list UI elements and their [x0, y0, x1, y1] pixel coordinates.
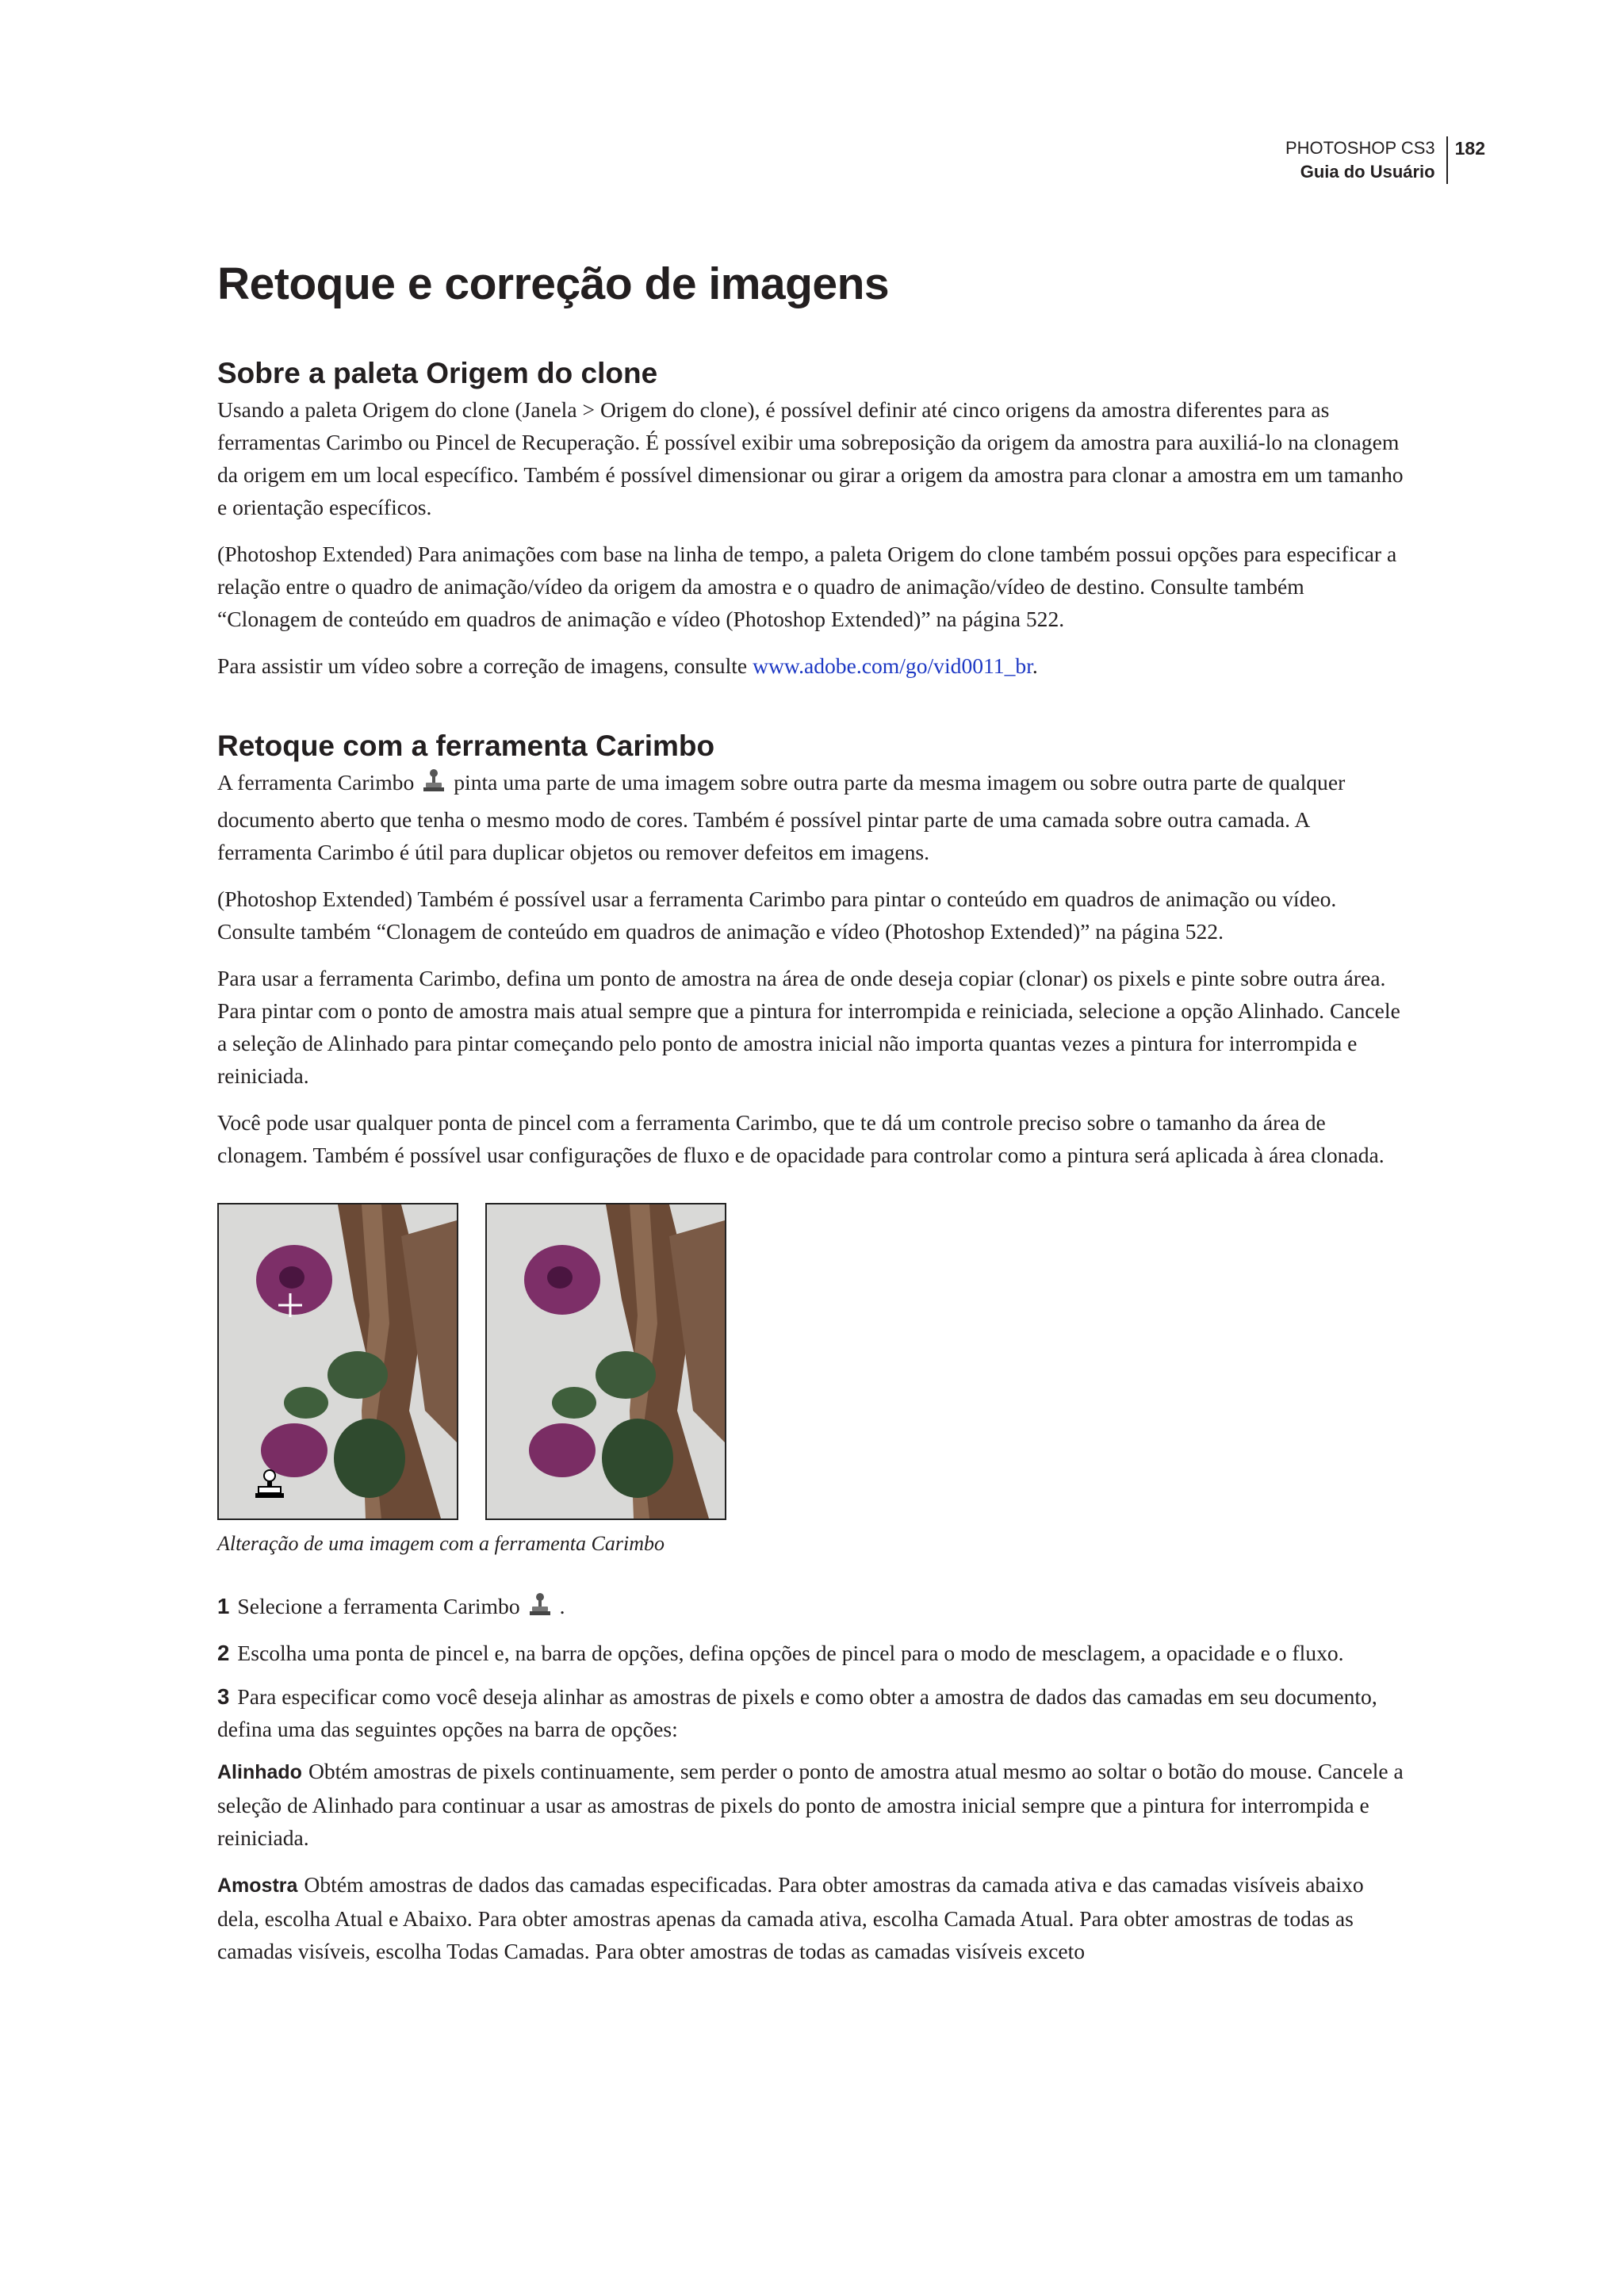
- paragraph: Para usar a ferramenta Carimbo, defina um ponto de amostra na área de onde deseja copiar (clonar) os pixels e pinte sobre outra área. Para pintar com o ponto de amostra mais atual sempre que a pintura for interrompida e reiniciada, selecione a opção Alinhado. Cancele a seleção de Alinhado para pintar começando pelo ponto de amostra inicial não importa quantas vezes a pintura for interrompida e reiniciada.: [217, 966, 1400, 1088]
- step-item: [217, 1637, 1407, 1669]
- option-text: Obtém amostras de pixels continuamente, sem perder o ponto de amostra atual mesmo ao soltar o botão do mouse. Cancele a seleção de Alinhado para continuar a usar as amostras de pixels do ponto de amostra inicial sempre que a pintura for interrompida e reiniciada.: [217, 1759, 1404, 1850]
- header-text: [1285, 136, 1448, 184]
- option-text: Obtém amostras de dados das camadas especificadas. Para obter amostras da camada ativa e das camadas visíveis abaixo dela, escolha Atual e Abaixo. Para obter amostras apenas da camada ativa, escolha Camada Atual. Para obter amostras de todas as camadas visíveis, escolha Todas Camadas. Para obter amostras de todas as camadas visíveis exceto: [217, 1872, 1364, 1963]
- header-guide: Guia do Usuário: [1300, 162, 1435, 182]
- page-content: [217, 252, 1407, 1967]
- step-text: .: [559, 1594, 565, 1618]
- paragraph: [217, 766, 1407, 868]
- video-link[interactable]: www.adobe.com/go/vid0011_br: [753, 653, 1032, 678]
- section-heading-clone-stamp: Retoque com a ferramenta Carimbo: [217, 730, 715, 762]
- running-header: [1285, 136, 1485, 184]
- option-term: Alinhado: [217, 1761, 302, 1783]
- step-text: Escolha uma ponta de pincel e, na barra de opções, defina opções de pincel para o modo de mesclagem, a opacidade e o fluxo.: [237, 1641, 1344, 1665]
- paragraph: Você pode usar qualquer ponta de pincel com a ferramenta Carimbo, que te dá um controle preciso sobre o tamanho da área de clonagem. Também é possível usar configurações de fluxo e de opacidade para controlar como a pintura será aplicada à área clonada.: [217, 1110, 1385, 1167]
- option-term: Amostra: [217, 1875, 298, 1897]
- step-text: Selecione a ferramenta Carimbo: [237, 1594, 520, 1618]
- step-number: 3: [217, 1684, 230, 1709]
- header-product: PHOTOSHOP CS3: [1285, 138, 1435, 158]
- figure-caption: Alteração de uma imagem com a ferramenta Carimbo: [217, 1532, 665, 1555]
- figure-clone-example: [217, 1203, 1407, 1520]
- paragraph-text: A ferramenta Carimbo: [217, 770, 415, 795]
- photo-after: [485, 1203, 726, 1520]
- paragraph: (Photoshop Extended) Para animações com base na linha de tempo, a paleta Origem do clone também possui opções para especificar a relação entre o quadro de animação/vídeo da origem da amostra e o quadro de animação/vídeo de destino. Consulte também “Clonagem de conteúdo em quadros de animação e vídeo (Photoshop Extended)” na página 522.: [217, 542, 1397, 631]
- step-text: Para especificar como você deseja alinhar as amostras de pixels e como obter a amostra de dados das camadas em seu documento, defina uma das seguintes opções na barra de opções:: [217, 1684, 1377, 1741]
- paragraph: (Photoshop Extended) Também é possível usar a ferramenta Carimbo para pintar o conteúdo em quadros de animação ou vídeo. Consulte também “Clonagem de conteúdo em quadros de animação e vídeo (Photoshop Extended)” na página 522.: [217, 887, 1337, 944]
- section-heading-clone-source: Sobre a paleta Origem do clone: [217, 357, 658, 389]
- clone-stamp-icon: [527, 1591, 553, 1627]
- step-item: [217, 1590, 1407, 1627]
- paragraph: Usando a paleta Origem do clone (Janela > Origem do clone), é possível definir até cinco origens da amostra diferentes para as ferramentas Carimbo ou Pincel de Recuperação. É possível exibir uma sobreposição da origem da amostra para auxiliá-lo na clonagem da origem em um local específico. Também é possível dimensionar ou girar a origem da amostra para clonar a amostra em um tamanho e orientação específicos.: [217, 397, 1404, 519]
- paragraph-text: .: [1032, 653, 1038, 678]
- option-item: [217, 1868, 1407, 1967]
- paragraph-text: Para assistir um vídeo sobre a correção de imagens, consulte: [217, 653, 753, 678]
- clone-stamp-icon: [420, 768, 447, 803]
- step-number: 1: [217, 1594, 230, 1618]
- paragraph-text: pinta uma parte de uma imagem sobre outra parte da mesma imagem ou sobre outra parte de qualquer documento aberto que tenha o mesmo modo de cores. Também é possível pintar parte de uma camada sobre outra camada. A ferramenta Carimbo é útil para duplicar objetos ou remover defeitos em imagens.: [217, 770, 1346, 864]
- photo-before: [217, 1203, 458, 1520]
- option-item: [217, 1755, 1407, 1854]
- page-number: 182: [1454, 138, 1485, 159]
- step-number: 2: [217, 1641, 230, 1665]
- page-title: Retoque e correção de imagens: [217, 259, 890, 309]
- paragraph: [217, 649, 1407, 682]
- step-item: [217, 1680, 1407, 1745]
